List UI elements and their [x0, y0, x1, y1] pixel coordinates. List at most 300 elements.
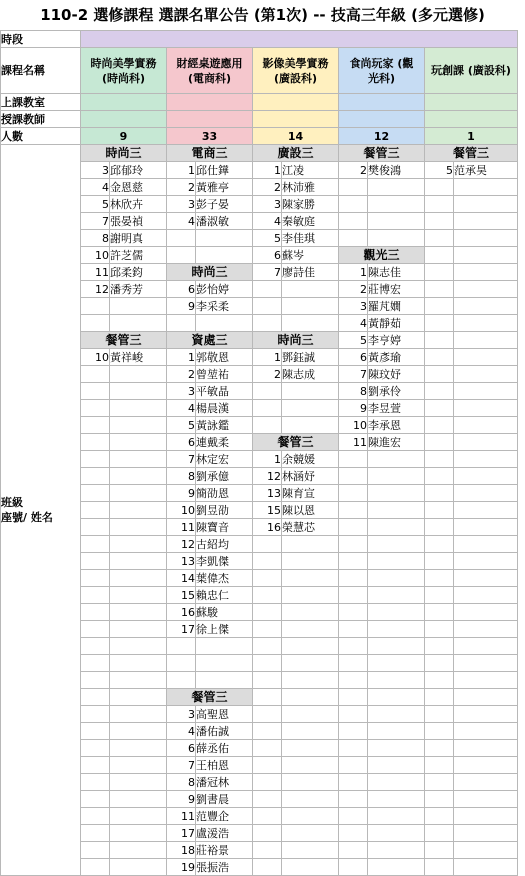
empty-cell — [368, 791, 425, 808]
empty-cell — [454, 723, 518, 740]
empty-cell — [368, 706, 425, 723]
empty-cell — [167, 315, 196, 332]
seat-number: 9 — [167, 298, 196, 315]
empty-cell — [110, 400, 167, 417]
empty-cell — [454, 842, 518, 859]
seat-number: 5 — [425, 162, 454, 179]
empty-cell — [253, 553, 282, 570]
student-name: 黃彥瑜 — [368, 349, 425, 366]
enrollment-count-3: 14 — [253, 128, 339, 145]
empty-cell — [253, 587, 282, 604]
student-name: 李采柔 — [196, 298, 253, 315]
class-seat-label: 班級 座號/ 姓名 — [1, 145, 81, 876]
empty-cell — [81, 655, 110, 672]
seat-number: 10 — [81, 247, 110, 264]
empty-cell — [454, 621, 518, 638]
seat-number: 1 — [253, 451, 282, 468]
empty-cell — [253, 723, 282, 740]
empty-cell — [368, 774, 425, 791]
enrollment-count-5: 1 — [425, 128, 518, 145]
empty-cell — [454, 740, 518, 757]
empty-cell — [368, 502, 425, 519]
empty-cell — [110, 723, 167, 740]
seat-number: 3 — [81, 162, 110, 179]
seat-number: 5 — [253, 230, 282, 247]
course-name-4: 食尚玩家 (觀 光科) — [339, 48, 425, 94]
empty-cell — [110, 570, 167, 587]
empty-cell — [368, 230, 425, 247]
seat-number: 17 — [167, 621, 196, 638]
student-name: 蘇駿 — [196, 604, 253, 621]
empty-cell — [81, 757, 110, 774]
seat-number: 10 — [339, 417, 368, 434]
empty-cell — [425, 757, 454, 774]
seat-number: 1 — [167, 349, 196, 366]
empty-cell — [425, 468, 454, 485]
student-name: 張晏禎 — [110, 213, 167, 230]
seat-number: 2 — [167, 366, 196, 383]
seat-number: 2 — [253, 366, 282, 383]
empty-cell — [425, 298, 454, 315]
empty-cell — [110, 604, 167, 621]
student-name: 許芝儒 — [110, 247, 167, 264]
seat-number: 1 — [253, 349, 282, 366]
seat-number: 12 — [253, 468, 282, 485]
empty-cell — [253, 757, 282, 774]
empty-cell — [110, 468, 167, 485]
seat-number: 7 — [253, 264, 282, 281]
empty-cell — [454, 179, 518, 196]
empty-cell — [368, 638, 425, 655]
empty-cell — [282, 570, 339, 587]
student-name: 樊俊鴻 — [368, 162, 425, 179]
seat-number: 5 — [81, 196, 110, 213]
empty-cell — [167, 672, 196, 689]
empty-cell — [454, 383, 518, 400]
empty-cell — [425, 281, 454, 298]
student-name: 陳家勝 — [282, 196, 339, 213]
seat-number: 12 — [81, 281, 110, 298]
student-name: 彭怡婷 — [196, 281, 253, 298]
class-group-header: 廣設三 — [253, 145, 339, 162]
empty-cell — [110, 417, 167, 434]
empty-cell — [282, 774, 339, 791]
empty-cell — [81, 740, 110, 757]
empty-cell — [425, 264, 454, 281]
student-name: 余競媛 — [282, 451, 339, 468]
seat-number: 18 — [167, 842, 196, 859]
empty-cell — [425, 825, 454, 842]
student-name: 郭敬恩 — [196, 349, 253, 366]
seat-number: 7 — [167, 757, 196, 774]
student-name: 秦敏庭 — [282, 213, 339, 230]
empty-cell — [454, 672, 518, 689]
student-name: 連戴柔 — [196, 434, 253, 451]
empty-cell — [454, 570, 518, 587]
empty-cell — [110, 825, 167, 842]
empty-cell — [81, 706, 110, 723]
empty-cell — [196, 672, 253, 689]
seat-number: 4 — [167, 400, 196, 417]
student-name: 陳志成 — [282, 366, 339, 383]
empty-cell — [425, 570, 454, 587]
seat-number: 2 — [339, 162, 368, 179]
enrollment-count-2: 33 — [167, 128, 253, 145]
seat-number: 7 — [339, 366, 368, 383]
student-name: 林欣卉 — [110, 196, 167, 213]
empty-cell — [253, 706, 282, 723]
empty-cell — [425, 791, 454, 808]
empty-cell — [454, 808, 518, 825]
empty-cell — [425, 417, 454, 434]
empty-cell — [110, 791, 167, 808]
empty-cell — [110, 298, 167, 315]
empty-cell — [81, 587, 110, 604]
empty-cell — [253, 791, 282, 808]
period-cell — [81, 31, 518, 48]
student-name: 金恩慈 — [110, 179, 167, 196]
empty-cell — [339, 706, 368, 723]
empty-cell — [282, 842, 339, 859]
empty-cell — [167, 247, 196, 264]
empty-cell — [339, 570, 368, 587]
empty-cell — [368, 536, 425, 553]
empty-cell — [454, 366, 518, 383]
empty-cell — [454, 281, 518, 298]
empty-cell — [454, 604, 518, 621]
seat-number: 17 — [167, 825, 196, 842]
period-label: 時段 — [1, 31, 81, 48]
empty-cell — [282, 315, 339, 332]
empty-cell — [81, 604, 110, 621]
empty-cell — [110, 638, 167, 655]
student-name: 李承恩 — [368, 417, 425, 434]
seat-number: 4 — [167, 213, 196, 230]
empty-cell — [368, 570, 425, 587]
empty-cell — [282, 808, 339, 825]
empty-cell — [368, 842, 425, 859]
empty-cell — [425, 740, 454, 757]
student-name: 陳志佳 — [368, 264, 425, 281]
student-name: 陳玟妤 — [368, 366, 425, 383]
empty-cell — [425, 536, 454, 553]
seat-number: 6 — [167, 434, 196, 451]
student-name: 張振浩 — [196, 859, 253, 876]
empty-cell — [425, 774, 454, 791]
empty-cell — [282, 417, 339, 434]
empty-cell — [339, 808, 368, 825]
empty-cell — [81, 774, 110, 791]
empty-cell — [425, 349, 454, 366]
classroom-cell-3 — [253, 94, 339, 111]
empty-cell — [368, 485, 425, 502]
empty-cell — [454, 774, 518, 791]
empty-cell — [425, 434, 454, 451]
empty-cell — [81, 485, 110, 502]
empty-cell — [110, 553, 167, 570]
seat-number: 3 — [167, 706, 196, 723]
empty-cell — [282, 587, 339, 604]
empty-cell — [81, 298, 110, 315]
empty-cell — [196, 638, 253, 655]
empty-cell — [110, 366, 167, 383]
empty-cell — [167, 230, 196, 247]
empty-cell — [282, 740, 339, 757]
seat-number: 4 — [81, 179, 110, 196]
student-name: 劉昱劭 — [196, 502, 253, 519]
empty-cell — [110, 519, 167, 536]
class-group-header: 觀光三 — [339, 247, 425, 264]
seat-number: 8 — [81, 230, 110, 247]
student-name: 彭子晏 — [196, 196, 253, 213]
empty-cell — [339, 604, 368, 621]
empty-cell — [81, 570, 110, 587]
empty-cell — [253, 281, 282, 298]
empty-cell — [425, 366, 454, 383]
seat-number: 5 — [167, 417, 196, 434]
empty-cell — [196, 230, 253, 247]
empty-cell — [425, 451, 454, 468]
empty-cell — [339, 502, 368, 519]
empty-cell — [339, 213, 368, 230]
empty-cell — [282, 655, 339, 672]
empty-cell — [425, 638, 454, 655]
empty-cell — [368, 757, 425, 774]
empty-cell — [253, 859, 282, 876]
student-name: 賴忠仁 — [196, 587, 253, 604]
empty-cell — [425, 655, 454, 672]
empty-cell — [368, 604, 425, 621]
empty-cell — [282, 859, 339, 876]
empty-cell — [425, 502, 454, 519]
empty-cell — [282, 672, 339, 689]
course-name-5: 玩創課 (廣設科) — [425, 48, 518, 94]
seat-number: 6 — [339, 349, 368, 366]
classroom-cell-1 — [81, 94, 167, 111]
empty-cell — [282, 791, 339, 808]
class-group-header: 餐管三 — [81, 332, 167, 349]
seat-number: 11 — [167, 808, 196, 825]
empty-cell — [81, 689, 110, 706]
seat-number: 15 — [253, 502, 282, 519]
empty-cell — [454, 400, 518, 417]
seat-number: 11 — [339, 434, 368, 451]
empty-cell — [339, 859, 368, 876]
seat-number: 1 — [339, 264, 368, 281]
student-name: 高聖恩 — [196, 706, 253, 723]
empty-cell — [196, 247, 253, 264]
empty-cell — [110, 315, 167, 332]
empty-cell — [339, 536, 368, 553]
empty-cell — [253, 689, 282, 706]
empty-cell — [253, 740, 282, 757]
seat-number: 15 — [167, 587, 196, 604]
enrollment-count-4: 12 — [339, 128, 425, 145]
empty-cell — [339, 451, 368, 468]
empty-cell — [253, 383, 282, 400]
course-name-label: 課程名稱 — [1, 48, 81, 94]
roster-table — [0, 30, 518, 876]
empty-cell — [454, 298, 518, 315]
student-name: 李亨婷 — [368, 332, 425, 349]
empty-cell — [425, 553, 454, 570]
empty-cell — [81, 451, 110, 468]
seat-number: 5 — [339, 332, 368, 349]
seat-number: 11 — [81, 264, 110, 281]
empty-cell — [253, 655, 282, 672]
student-name: 徐上傑 — [196, 621, 253, 638]
empty-cell — [454, 349, 518, 366]
student-name: 邱郁玲 — [110, 162, 167, 179]
student-name: 劉承伶 — [368, 383, 425, 400]
empty-cell — [368, 553, 425, 570]
seat-number: 16 — [167, 604, 196, 621]
empty-cell — [368, 587, 425, 604]
student-name: 陳以恩 — [282, 502, 339, 519]
seat-number: 8 — [339, 383, 368, 400]
empty-cell — [81, 417, 110, 434]
student-name: 簡劭恩 — [196, 485, 253, 502]
student-name: 羅芃嫺 — [368, 298, 425, 315]
empty-cell — [81, 366, 110, 383]
empty-cell — [454, 434, 518, 451]
teacher-cell-1 — [81, 111, 167, 128]
seat-number: 7 — [167, 451, 196, 468]
classroom-cell-4 — [339, 94, 425, 111]
seat-number: 4 — [253, 213, 282, 230]
student-name: 林沛雅 — [282, 179, 339, 196]
empty-cell — [81, 842, 110, 859]
seat-number: 10 — [81, 349, 110, 366]
student-name: 廖詩佳 — [282, 264, 339, 281]
student-name: 黃詠鑑 — [196, 417, 253, 434]
empty-cell — [253, 315, 282, 332]
student-name: 黃雅亭 — [196, 179, 253, 196]
empty-cell — [454, 213, 518, 230]
teacher-cell-5 — [425, 111, 518, 128]
class-group-header: 時尚三 — [253, 332, 339, 349]
empty-cell — [454, 791, 518, 808]
student-name: 范承昊 — [454, 162, 518, 179]
student-name: 蘇岑 — [282, 247, 339, 264]
student-name: 潘佑誠 — [196, 723, 253, 740]
empty-cell — [110, 774, 167, 791]
empty-cell — [110, 434, 167, 451]
seat-number: 13 — [253, 485, 282, 502]
empty-cell — [282, 553, 339, 570]
empty-cell — [81, 621, 110, 638]
empty-cell — [110, 485, 167, 502]
empty-cell — [81, 400, 110, 417]
student-name: 王柏恩 — [196, 757, 253, 774]
empty-cell — [454, 247, 518, 264]
empty-cell — [110, 757, 167, 774]
empty-cell — [454, 230, 518, 247]
empty-cell — [253, 604, 282, 621]
empty-cell — [110, 706, 167, 723]
empty-cell — [196, 315, 253, 332]
seat-number: 10 — [167, 502, 196, 519]
empty-cell — [81, 859, 110, 876]
empty-cell — [425, 230, 454, 247]
empty-cell — [454, 706, 518, 723]
empty-cell — [454, 757, 518, 774]
seat-number: 1 — [167, 162, 196, 179]
student-name: 范豐企 — [196, 808, 253, 825]
empty-cell — [253, 536, 282, 553]
student-name: 陳進宏 — [368, 434, 425, 451]
empty-cell — [282, 723, 339, 740]
empty-cell — [110, 502, 167, 519]
empty-cell — [368, 740, 425, 757]
class-group-header: 餐管三 — [253, 434, 339, 451]
class-group-header: 餐管三 — [425, 145, 518, 162]
seat-number: 19 — [167, 859, 196, 876]
empty-cell — [339, 740, 368, 757]
teacher-cell-3 — [253, 111, 339, 128]
seat-number: 14 — [167, 570, 196, 587]
empty-cell — [110, 672, 167, 689]
empty-cell — [253, 570, 282, 587]
seat-number: 9 — [167, 485, 196, 502]
seat-number: 2 — [253, 179, 282, 196]
empty-cell — [425, 842, 454, 859]
empty-cell — [253, 774, 282, 791]
seat-number: 6 — [253, 247, 282, 264]
student-name: 劉承億 — [196, 468, 253, 485]
empty-cell — [110, 859, 167, 876]
empty-cell — [339, 842, 368, 859]
empty-cell — [454, 655, 518, 672]
student-name: 劉書晨 — [196, 791, 253, 808]
student-name: 陳育宣 — [282, 485, 339, 502]
empty-cell — [81, 672, 110, 689]
empty-cell — [454, 468, 518, 485]
seat-number: 6 — [167, 740, 196, 757]
empty-cell — [454, 587, 518, 604]
empty-cell — [454, 315, 518, 332]
student-name: 曾堃祐 — [196, 366, 253, 383]
empty-cell — [81, 723, 110, 740]
empty-cell — [110, 655, 167, 672]
empty-cell — [282, 536, 339, 553]
empty-cell — [425, 672, 454, 689]
seat-number: 2 — [167, 179, 196, 196]
teacher-cell-2 — [167, 111, 253, 128]
empty-cell — [282, 281, 339, 298]
seat-number: 16 — [253, 519, 282, 536]
class-group-header: 時尚三 — [167, 264, 253, 281]
seat-number: 1 — [253, 162, 282, 179]
seat-number: 8 — [167, 774, 196, 791]
empty-cell — [253, 825, 282, 842]
empty-cell — [368, 655, 425, 672]
course-name-3: 影像美學實務 (廣設科) — [253, 48, 339, 94]
empty-cell — [425, 621, 454, 638]
empty-cell — [253, 417, 282, 434]
student-name: 邱柔鈞 — [110, 264, 167, 281]
page-title: 110-2 選修課程 選課名單公告 (第1次) -- 技高三年級 (多元選修) — [40, 6, 485, 24]
empty-cell — [454, 417, 518, 434]
enrollment-count-1: 9 — [81, 128, 167, 145]
empty-cell — [425, 587, 454, 604]
empty-cell — [425, 179, 454, 196]
empty-cell — [81, 808, 110, 825]
empty-cell — [425, 689, 454, 706]
empty-cell — [110, 689, 167, 706]
empty-cell — [425, 604, 454, 621]
seat-number: 3 — [253, 196, 282, 213]
